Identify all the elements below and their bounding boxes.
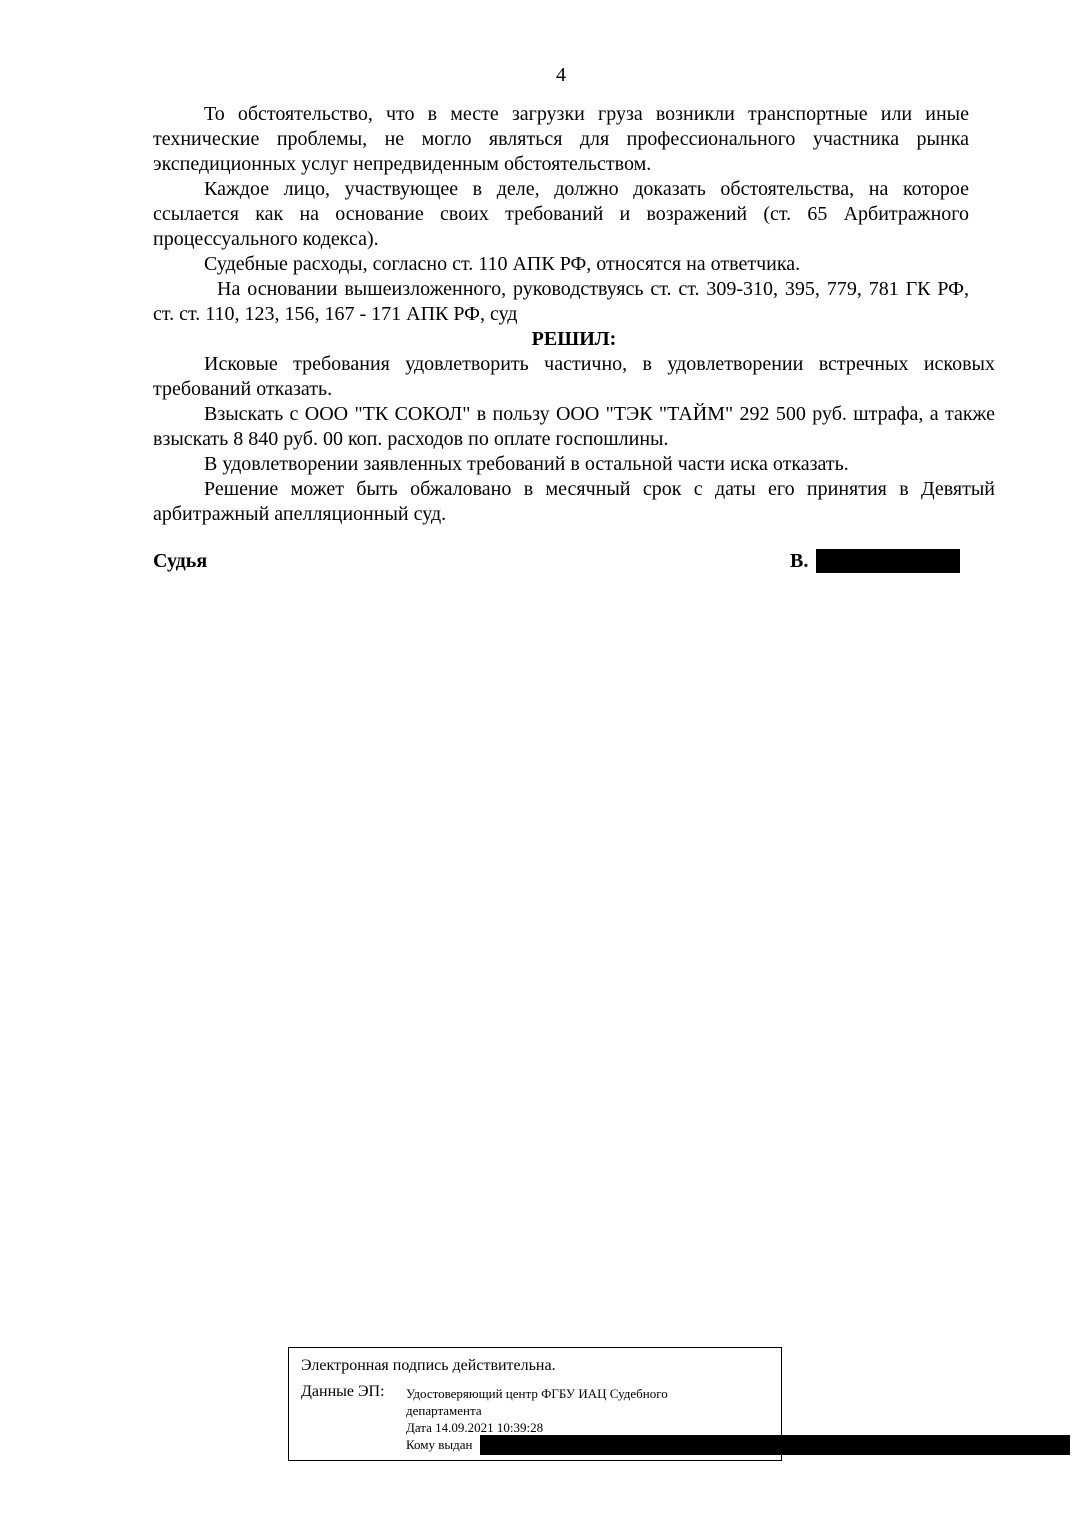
decision-heading: РЕШИЛ: (531, 328, 617, 350)
paragraph-court-costs: Судебные расходы, согласно ст. 110 АПК РФ, относятся на ответчика. (204, 253, 801, 275)
document-body (153, 102, 995, 527)
stamp-title: Электронная подпись действительна. (301, 1357, 556, 1374)
reasoning-block (153, 102, 969, 327)
judge-label: Судья (153, 550, 208, 572)
paragraph-burden-of-proof: Каждое лицо, участвующее в деле, должно доказать обстоятельства, на которое ссылается как на основание своих требований и возражений (ст. 65 Арбитражного процессуального кодекса). (153, 178, 969, 250)
electronic-signature-stamp (288, 1347, 782, 1461)
stamp-issuer-line1: Удостоверяющий центр ФГБУ ИАЦ Судебного (406, 1386, 668, 1401)
paragraph-transport-problems: То обстоятельство, что в месте загрузки груза возникли транспортные или иные технические проблемы, не могло являться для профессионального участника рынка экспедиционных услуг непредвиденным обстоятельством. (153, 103, 969, 175)
page-number: 4 (556, 64, 566, 86)
redaction-issued-to (480, 1435, 1070, 1455)
judge-initial: В. (790, 550, 809, 572)
signature-row (153, 548, 963, 576)
decision-block (153, 352, 995, 527)
paragraph-claims-partially-granted: Исковые требования удовлетворить частично, в удовлетворении встречных исковых требований отказать. (153, 353, 995, 400)
stamp-issued-to: Кому выдан (406, 1437, 473, 1452)
paragraph-appeal: Решение может быть обжаловано в месячный срок с даты его принятия в Девятый арбитражный апелляционный суд. (153, 478, 995, 525)
stamp-issuer-line2: департамента (406, 1403, 482, 1418)
paragraph-remaining-denied: В удовлетворении заявленных требований в остальной части иска отказать. (204, 453, 849, 475)
paragraph-recovery: Взыскать с ООО "ТК СОКОЛ" в пользу ООО "ТЭК "ТАЙМ" 292 500 руб. штрафа, а также взыскать 8 840 руб. 00 коп. расходов по оплате госпошлины. (153, 403, 995, 450)
stamp-date: Дата 14.09.2021 10:39:28 (406, 1420, 544, 1435)
redaction-judge-name (816, 549, 960, 573)
stamp-label: Данные ЭП: (301, 1383, 385, 1400)
paragraph-legal-basis: На основании вышеизложенного, руководствуясь ст. ст. 309-310, 395, 779, 781 ГК РФ, ст. ст. 110, 123, 156, 167 - 171 АПК РФ, суд (153, 278, 969, 325)
